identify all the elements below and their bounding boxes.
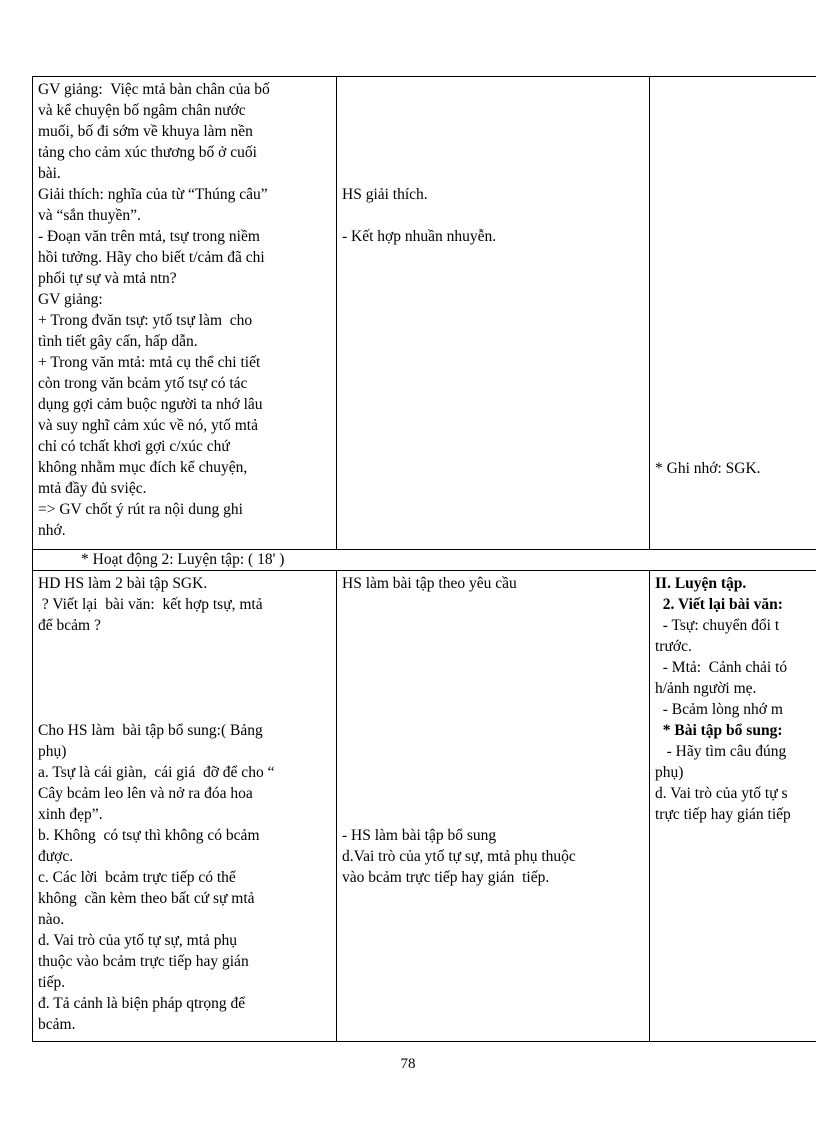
teacher-activity-text — [38, 79, 332, 541]
text-line: thuộc vào bcảm trực tiếp hay gián — [38, 953, 249, 970]
text-line: bcảm. — [38, 1016, 76, 1033]
teacher-practice-text-b — [38, 720, 332, 1035]
text-line: phụ) — [655, 764, 684, 781]
student-answer-1: HS giải thích. — [342, 186, 428, 203]
text-line: + Trong đvăn tsự: ytố tsự làm cho — [38, 312, 253, 329]
text-line: dụng gợi cảm buộc người ta nhớ lâu — [38, 396, 263, 413]
text-line: xinh đẹp”. — [38, 806, 103, 823]
text-line: hồi tưởng. Hãy cho biết t/cảm đã chi — [38, 249, 265, 266]
text-line: - Hãy tìm câu đúng — [655, 743, 787, 760]
text-line: còn trong văn bcảm ytố tsự có tác — [38, 375, 248, 392]
practice-subtitle: 2. Viết lại bài văn: — [655, 596, 783, 613]
text-line: chỉ có tchất khơi gợi c/xúc chứ — [38, 438, 230, 455]
text-line: tình tiết gây cấn, hấp dẫn. — [38, 333, 198, 350]
text-line: Cây bcảm leo lên và nở ra đóa hoa — [38, 785, 253, 802]
student-practice-text-b — [342, 825, 645, 888]
text-line: - HS làm bài tập bổ sung — [342, 827, 497, 844]
lesson-table — [32, 76, 816, 1042]
text-line: d. Vai trò của ytố tự sự, mtả phụ — [38, 932, 238, 949]
student-practice-1: HS làm bài tập theo yêu cầu — [342, 575, 517, 592]
text-line: GV giảng: — [38, 291, 103, 308]
text-line: và suy nghĩ cảm xúc về nó, ytố mtả — [38, 417, 258, 434]
text-line: muối, bố đi sớm về khuya làm nền — [38, 123, 253, 140]
text-line: c. Các lời bcảm trực tiếp có thể — [38, 869, 236, 886]
text-line: bài. — [38, 165, 61, 182]
table-row — [33, 571, 816, 1042]
text-line: tảng cho cảm xúc thương bố ở cuối — [38, 144, 257, 161]
text-line: => GV chốt ý rút ra nội dung ghi — [38, 501, 243, 518]
text-line: h/ảnh người mẹ. — [655, 680, 757, 697]
section-heading: * Hoạt động 2: Luyện tập: ( 18' ) — [33, 550, 816, 571]
text-line: - Bcảm lòng nhớ m — [655, 701, 783, 718]
text-line: HD HS làm 2 bài tập SGK. — [38, 575, 208, 592]
practice-content-cell — [650, 571, 816, 1042]
text-line: - Mtả: Cảnh chải tó — [655, 659, 788, 676]
text-line: mtả đầy đủ sviệc. — [38, 480, 147, 497]
text-line: d.Vai trò của ytố tự sự, mtả phụ thuộc — [342, 848, 576, 865]
teacher-practice-text-a — [38, 573, 332, 636]
text-line: tiếp. — [38, 974, 66, 991]
text-line: Cho HS làm bài tập bổ sung:( Bảng — [38, 722, 263, 739]
text-line: để bcảm ? — [38, 617, 101, 634]
practice-extra-lines — [655, 741, 816, 825]
text-line: GV giảng: Việc mtả bàn chân của bố — [38, 81, 270, 98]
content-cell — [650, 77, 816, 550]
text-line: phụ) — [38, 743, 67, 760]
text-line: trực tiếp hay gián tiếp — [655, 806, 791, 823]
page-number: 78 — [400, 1056, 416, 1072]
student-practice-cell — [337, 571, 650, 1042]
text-line: - Tsự: chuyển đổi t — [655, 617, 780, 634]
ghi-nho-note: * Ghi nhớ: SGK. — [655, 460, 761, 477]
teacher-practice-cell — [33, 571, 337, 1042]
text-line: trước. — [655, 638, 692, 655]
text-line: a. Tsự là cái giàn, cái giá đỡ để cho “ — [38, 764, 275, 781]
text-line: nhớ. — [38, 522, 66, 539]
student-answer-2: - Kết hợp nhuần nhuyễn. — [342, 228, 497, 245]
practice-title: II. Luyện tập. — [655, 575, 747, 592]
text-line: và “sắn thuyền”. — [38, 207, 141, 224]
text-line: đ. Tả cảnh là biện pháp qtrọng để — [38, 995, 246, 1012]
teacher-activity-cell — [33, 77, 337, 550]
text-line: Giải thích: nghĩa của từ “Thúng câu” — [38, 186, 268, 203]
student-activity-cell — [337, 77, 650, 550]
text-line: và kể chuyện bố ngâm chân nước — [38, 102, 246, 119]
text-line: không cần kèm theo bất cứ sự mtả — [38, 890, 255, 907]
text-line: + Trong văn mtả: mtả cụ thể chi tiết — [38, 354, 261, 371]
text-line: vào bcảm trực tiếp hay gián tiếp. — [342, 869, 550, 886]
text-line: nào. — [38, 911, 65, 928]
table-row — [33, 77, 816, 550]
section-row — [33, 550, 816, 571]
text-line: được. — [38, 848, 74, 865]
text-line: - Đoạn văn trên mtả, tsự trong niềm — [38, 228, 260, 245]
text-line: b. Không có tsự thì không có bcảm — [38, 827, 260, 844]
text-line: không nhằm mục đích kể chuyện, — [38, 459, 248, 476]
practice-content-lines — [655, 615, 816, 720]
text-line: phối tự sự và mtả ntn? — [38, 270, 177, 287]
text-line: ? Viết lại bài văn: kết hợp tsự, mtả — [38, 596, 263, 613]
text-line: d. Vai trò của ytố tự s — [655, 785, 788, 802]
practice-extra-title: * Bài tập bổ sung: — [655, 722, 783, 739]
